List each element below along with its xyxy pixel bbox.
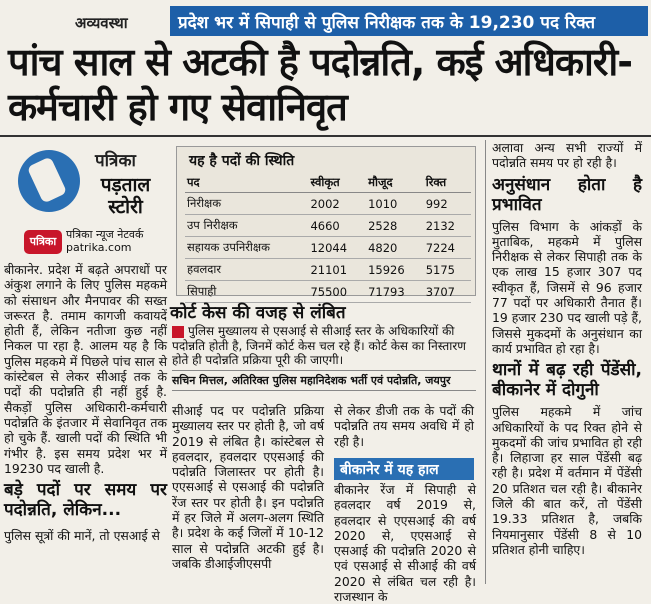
- network-name: पत्रिका न्यूज नेटवर्क: [66, 228, 144, 241]
- column-2: सीआई पद पर पदोन्नति प्रक्रिया मुख्यालय स्तर पर होती है, जो वर्ष 2019 से लंबित है। कांस्टेबल से हवलदार, हवलदार एएसआई की पदोन्नति जिलास्तर पर होती है। एएसआई से एसआई की पदोन्नति रेंज स्तर पर होती है। इन पदोन्नति में हर जिले में अलग-अलग स्थिति है। प्रदेश के कई जिलों में 10-12 साल से पदोन्नति अटकी हुई है। जबकि डीआईजीएसपी: [172, 403, 324, 571]
- col4-head1: अनुसंधान होता है प्रभावित: [492, 174, 642, 215]
- patrika-brand-badge: पत्रिका: [24, 230, 62, 254]
- quote-icon: [172, 326, 184, 338]
- table-header: पद: [185, 173, 308, 193]
- court-quote: [172, 324, 476, 368]
- table-cell: 5175: [424, 259, 471, 281]
- news-network: [66, 228, 143, 254]
- col1-subhead: बड़े पदों पर समय पर पदोन्नति, लेकिन...: [4, 480, 167, 521]
- table-cell: 71793: [366, 281, 424, 303]
- table-cell: 3707: [424, 281, 471, 303]
- column-3: से लेकर डीजी तक के पदों की पदोन्नति तय समय अवधि में हो रही है।: [334, 403, 474, 449]
- column-divider: [485, 140, 486, 584]
- table-cell: उप निरीक्षक: [185, 215, 308, 237]
- court-quote-text: पुलिस मुख्यालय से एसआई से सीआई स्तर के अधिकारियों की पदोन्नति होती है, जिनमें कोर्ट केस चल रहे हैं। कोर्ट केस का निस्तारण होते ही पदोन्नति प्रक्रिया पूरी की जाएगी।: [172, 324, 466, 367]
- table-cell: 75500: [308, 281, 366, 303]
- column-3b: बीकानेर रेंज में सिपाही से हवलदार वर्ष 2019 से, हवलदार से एएसआई की वर्ष 2020 से, एएसआई से एसआई की पदोन्नति 2020 से एवं एसआई से सीआई की वर्ष 2020 से लंबित चल रही है। राजस्थान के: [334, 482, 476, 604]
- table-cell: 12044: [308, 237, 366, 259]
- posts-table: [185, 173, 471, 303]
- table-cell: सहायक उपनिरीक्षक: [185, 237, 308, 259]
- table-row: [185, 193, 471, 215]
- table-row: [185, 215, 471, 237]
- table-row: [185, 259, 471, 281]
- divider: [0, 135, 651, 137]
- col1-tail: पुलिस सूत्रों की मानें, तो एसआई से: [4, 528, 160, 544]
- table-cell: हवलदार: [185, 259, 308, 281]
- logo-patrika-label: पत्रिका: [95, 151, 136, 171]
- col1-body: बीकानेर. प्रदेश में बढ़ते अपराधों पर अंकुश लगाने के लिए पुलिस महकमे को संसाधन और मैनपावर की सख्त जरूरत है. तमाम कागजी कवायदें होती हैं, लेकिन नतीजा कुछ नहीं निकल पा रहा है. आलम यह है कि पुलिस महकमे में पिछले पांच साल से कांस्टेबल से लेकर सीआई तक के पदों की पदोन्नति ही नहीं हुई है. सैकड़ों पुलिस अधिकारी-कर्मचारी पदोन्नति के इंतजार में सेवानिवृत तक हो चुके हैं. खाली पदों की स्थिति भी गंभीर है. इस समय प्रदेश भर में 19230 पद खाली है.: [4, 262, 167, 476]
- table-header: रिक्त: [424, 173, 471, 193]
- col4-body2: पुलिस महकमे में जांच अधिकारियों के पद रिक्त होने से मुकदमों की जांच प्रभावित हो रही है। लिहाजा हर साल पेंडेंसी बढ़ रही है। प्रदेश में वर्तमान में पेंडेंसी 20 प्रतिशत चल रही है। बीकानेर जिले की बात करें, तो पेंडेंसी 19.33 प्रतिशत है, जबकि नियमानुसार पेंडेंसी 8 से 10 प्रतिशत होनी चाहिए।: [492, 404, 642, 557]
- col4-intro: अलावा अन्य सभी राज्यों में पदोन्नति समय पर हो रही है।: [492, 140, 642, 171]
- table-cell: 2002: [308, 193, 366, 215]
- table-header: मौजूद: [366, 173, 424, 193]
- table-cell: 2132: [424, 215, 471, 237]
- table-cell: 992: [424, 193, 471, 215]
- table-cell: 4820: [366, 237, 424, 259]
- table-cell: निरीक्षक: [185, 193, 308, 215]
- table-row: [185, 237, 471, 259]
- col4-head2: थानों में बढ़ रही पेंडेंसी, बीकानेर में दोगुनी: [492, 360, 642, 401]
- site-url: patrika.com: [66, 241, 132, 254]
- fist-logo-icon: [18, 150, 80, 212]
- table-cell: 21101: [308, 259, 366, 281]
- padtal-story-label: पड़ताल स्टोरी: [100, 174, 151, 218]
- column-4: [492, 140, 642, 557]
- table-cell: 7224: [424, 237, 471, 259]
- table-cell: सिपाही: [185, 281, 308, 303]
- col4-body1: पुलिस विभाग के आंकड़ों के मुताबिक, महकमे में पुलिस निरीक्षक से लेकर सिपाही तक के एक लाख 15 हजार 307 पद स्वीकृत हैं, जिसमें से 96 हजार 77 पदों पर अधिकारी तैनात हैं। 19 हजार 230 पद खाली पड़े हैं, जिससे मुकदमों के अनुसंधान का कार्य प्रभावित हो रहा है।: [492, 218, 642, 356]
- table-header: स्वीकृत: [308, 173, 366, 193]
- bikaner-heading: बीकानेर में यह हाल: [334, 458, 474, 480]
- top-banner: प्रदेश भर में सिपाही से पुलिस निरीक्षक तक के 19,230 पद रिक्त: [170, 6, 648, 36]
- section-kicker: अव्यवस्था: [75, 14, 128, 32]
- main-headline: पांच साल से अटकी है पदोन्नति, कई अधिकारी-कर्मचारी हो गए सेवानिवृत: [8, 40, 633, 129]
- table-cell: 15926: [366, 259, 424, 281]
- column-1: [4, 262, 167, 543]
- court-case-heading: कोर्ट केस की वजह से लंबित: [170, 303, 346, 323]
- quote-byline: सचिन मित्तल, अतिरिक्त पुलिस महानिदेशक भर्ती एवं पदोन्नति, जयपुर: [172, 370, 476, 391]
- table-cell: 4660: [308, 215, 366, 237]
- table-cell: 1010: [366, 193, 424, 215]
- table-title: यह है पदों की स्थिति: [189, 153, 295, 169]
- posts-table-box: [176, 146, 476, 299]
- table-cell: 2528: [366, 215, 424, 237]
